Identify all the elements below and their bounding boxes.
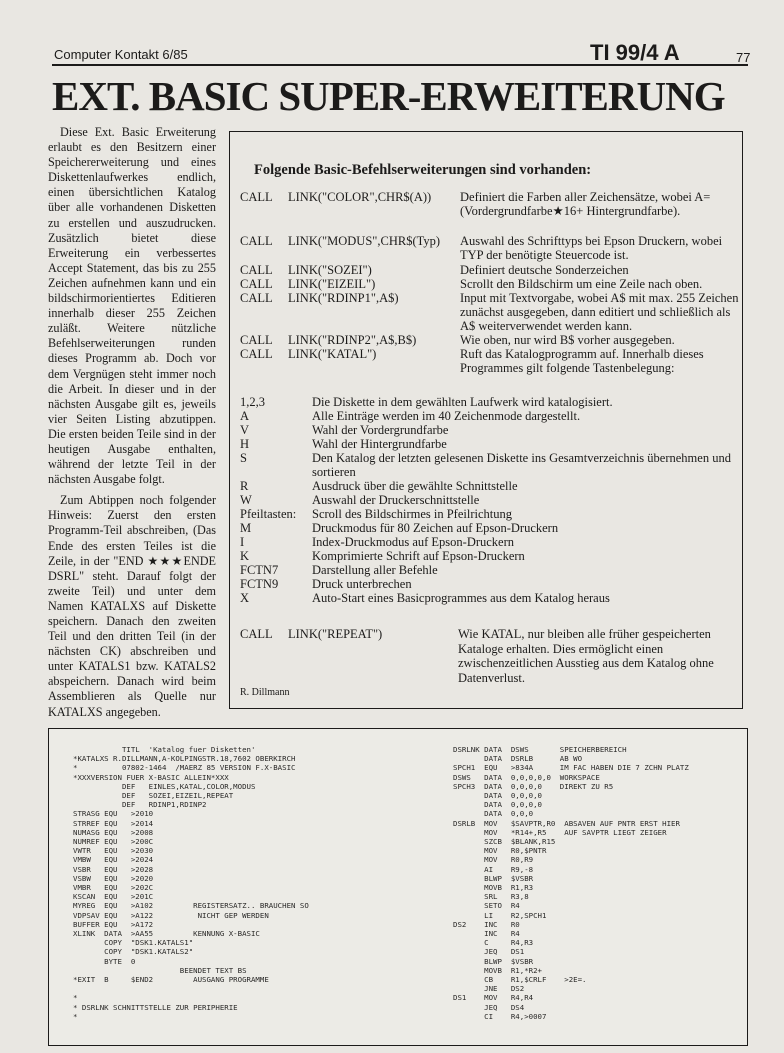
key-description: Alle Einträge werden im 40 Zeichenmode dargestellt.: [312, 409, 581, 423]
intro-column: [48, 125, 216, 726]
call-keyword: CALL: [240, 347, 273, 361]
call-keyword: CALL: [240, 263, 273, 277]
magazine-issue: Computer Kontakt 6/85: [54, 47, 188, 62]
command-description: Input mit Textvorgabe, wobei A$ mit max. 255 Zeichen zunächst ausgegeben, dann editiert und schließlich als A$ weiterverwendet werden kann.: [460, 291, 739, 333]
command-syntax: LINK("EIZEIL"): [288, 277, 376, 291]
key-description: Die Diskette in dem gewählten Laufwerk wird katalogisiert.: [312, 395, 613, 409]
key-name: Pfeiltasten:: [240, 507, 297, 521]
intro-paragraph: Diese Ext. Basic Erweiterung erlaubt es den Besitzern einer Speichererweiterung und eines Diskettenlaufwerkes endlich, einen übersichtlichen Katalog über alle vorhandenen Disketten zu erstellen und auszudrucken. Zusätzlich bietet diese Erweiterung ein verbessertes Accept Statement, das bis zu 255 Zeichen aufnehmen kann und ein bildschirmorientiertes Editieren innerhalb dieser 255 Zeichen zuläßt. Weitere nützliche Befehlserweiterungen runden dieses Programm ab. Doch vor dem Vergnügen steht immer noch die Arbeit. In dieser und in der nächsten Ausgabe gilt es, jeweils vier Seiten Listing abzutippen. Die ersten beiden Teile sind in der heutigen Ausgabe enthalten, während der letzte Teil in der nächsten Ausgabe folgt.: [48, 125, 216, 487]
key-description: Wahl der Vordergrundfarbe: [312, 423, 449, 437]
key-name: W: [240, 493, 252, 507]
command-syntax: LINK("RDINP2",A$,B$): [288, 333, 417, 347]
key-description: Index-Druckmodus auf Epson-Druckern: [312, 535, 515, 549]
command-syntax: LINK("SOZEI"): [288, 263, 372, 277]
command-syntax: LINK("COLOR",CHR$(A)): [288, 190, 432, 204]
key-name: K: [240, 549, 250, 563]
command-description: Ruft das Katalogprogramm auf. Innerhalb dieses Programmes gilt folgende Tastenbelegung:: [460, 347, 704, 375]
author-credit: R. Dillmann: [240, 687, 290, 698]
section-title: TI 99/4 A: [590, 40, 680, 65]
command-description: Definiert die Farben aller Zeichensätze, wobei A=(Vordergrundfarbe★16+ Hintergrundfarbe).: [460, 190, 711, 218]
call-keyword: CALL: [240, 234, 273, 248]
command-syntax: LINK("MODUS",CHR$(Typ): [288, 234, 441, 248]
key-name: FCTN7: [240, 563, 279, 577]
command-description: Auswahl des Schrifttyps bei Epson Druckern, wobei TYP der benötigte Steuercode ist.: [460, 234, 723, 262]
key-description: Scroll des Bildschirmes in Pfeilrichtung: [312, 507, 512, 521]
command-syntax: LINK("RDINP1",A$): [288, 291, 399, 305]
call-keyword: CALL: [240, 627, 273, 641]
box-heading: Folgende Basic-Befehlserweiterungen sind vorhanden:: [254, 162, 592, 178]
listing-column-right: DSRLNK DATA DSWS SPEICHERBEREICH DATA DSRLB AB WO SPCH1 EQU >834A IM FAC HABEN DIE 7 ZCHN PLATZ DSWS DATA 0,0,0,0,0 WORKSPACE SPCH3 DATA 0,0,0,0 DIREKT ZU R5 DATA 0,0,0,0 DATA 0,0,0,0 DATA 0,0,0 DSRLB MOV $SAVPTR,R0 ABSAVEN AUF PNTR ERST HIER MOV *R14+,R5 AUF SAVPTR LIEGT ZEIGER SZCB $BLANK,R15 MOV R0,$PNTR MOV R0,R9 AI R9,-8 BLWP $VSBR MOVB R1,R3 SRL R3,8 SETO R4 LI R2,SPCH1 DS2 INC R0 INC R4 C R4,R3 JEQ DS1 BLWP $VSBR MOVB R1,*R2+ CB R1,$CRLF >2E=. JNE DS2 DS1 MOV R4,R4 JEQ DS4 CI R4,>0007: [453, 745, 689, 1021]
call-keyword: CALL: [240, 333, 273, 347]
key-description: Ausdruck über die gewählte Schnittstelle: [312, 479, 518, 493]
command-row: [240, 347, 740, 375]
page-number: 77: [736, 50, 751, 65]
command-row: [240, 291, 740, 333]
key-description: Auswahl der Druckerschnittstelle: [312, 493, 480, 507]
key-description: Den Katalog der letzten gelesenen Diskette ins Gesamtverzeichnis übernehmen und sortieren: [312, 451, 731, 479]
command-description: Wie KATAL, nur bleiben alle früher gespeicherten Kataloge erhalten. Dies ermöglicht einen zwischenzeitlichen Ausstieg aus dem Katalog ohne Datenverlust.: [458, 627, 714, 685]
key-description: Druck unterbrechen: [312, 577, 412, 591]
key-description: Auto-Start eines Basicprogrammes aus dem Katalog heraus: [312, 591, 610, 605]
code-listing: [48, 728, 748, 1046]
command-row: [240, 190, 740, 218]
key-description: Komprimierte Schrift auf Epson-Druckern: [312, 549, 525, 563]
key-name: A: [240, 409, 250, 423]
key-name: 1,2,3: [240, 395, 265, 409]
command-syntax: LINK("REPEAT"): [288, 627, 383, 641]
command-box: [229, 131, 743, 709]
key-name: R: [240, 479, 249, 493]
key-description: Druckmodus für 80 Zeichen auf Epson-Druckern: [312, 521, 559, 535]
key-name: S: [240, 451, 247, 465]
command-description: Scrollt den Bildschirm um eine Zeile nach oben.: [460, 277, 703, 291]
listing-column-left: TITL 'Katalog fuer Disketten' *KATALXS R.DILLMANN,A-KOLPINGSTR.18,7602 OBERKIRCH * 07802-1464 /MAERZ 85 VERSION F.X-BASIC *XXXVERSION FUER X-BASIC ALLEIN*XXX DEF EINLES,KATAL,COLOR,MODUS DEF SOZEI,EIZEIL,REPEAT DEF RDINP1,RDINP2 STRASG EQU >2010 STRREF EQU >2014 NUMASG EQU >2008 NUMREF EQU >200C VWTR EQU >2030 VMBW EQU >2024 VSBR EQU >2028 VSBW EQU >2020 VMBR EQU >202C KSCAN EQU >201C MYREG EQU >A102 REGISTERSATZ.. BRAUCHEN SO VDPSAV EQU >A122 NICHT GEP WERDEN BUFFER EQU >A172 XLINK DATA >AA55 KENNUNG X-BASIC COPY "DSK1.KATALS1" COPY "DSK1.KATALS2" BYTE 0 BEENDET TEXT BS *EXIT B $END2 AUSGANG PROGRAMME * * DSRLNK SCHNITTSTELLE ZUR PERIPHERIE *: [73, 745, 309, 1021]
call-keyword: CALL: [240, 277, 273, 291]
intro-paragraph: Zum Abtippen noch folgender Hinweis: Zuerst den ersten Programm-Teil abschreiben, (Das Ende des ersten Teiles ist die Zeile, in der "END ★★★ENDE DSRL" steht. Darauf folgt der zweite Teil) und unter dem Namen KATALXS auf Diskette speichern. Danach den zweiten Teil und den dritten Teil (in der nächsten CK) abschreiben und unter KATALS1 bzw. KATALS2 abspeichern. Danach wird beim Assemblieren als Quelle nur KATALXS angegeben.: [48, 493, 216, 719]
key-name: V: [240, 423, 250, 437]
command-description: Definiert deutsche Sonderzeichen: [460, 263, 629, 277]
key-description: Wahl der Hintergrundfarbe: [312, 437, 447, 451]
key-name: I: [240, 535, 245, 549]
header-rule: [52, 64, 748, 66]
key-name: FCTN9: [240, 577, 279, 591]
key-name: X: [240, 591, 250, 605]
call-keyword: CALL: [240, 190, 273, 204]
key-name: H: [240, 437, 250, 451]
command-row: [240, 234, 740, 262]
command-description: Wie oben, nur wird B$ vorher ausgegeben.: [460, 333, 675, 347]
key-name: M: [240, 521, 252, 535]
article-title: EXT. BASIC SUPER-ERWEITERUNG: [52, 73, 725, 119]
key-description: Darstellung aller Befehle: [312, 563, 438, 577]
call-keyword: CALL: [240, 291, 273, 305]
command-syntax: LINK("KATAL"): [288, 347, 377, 361]
